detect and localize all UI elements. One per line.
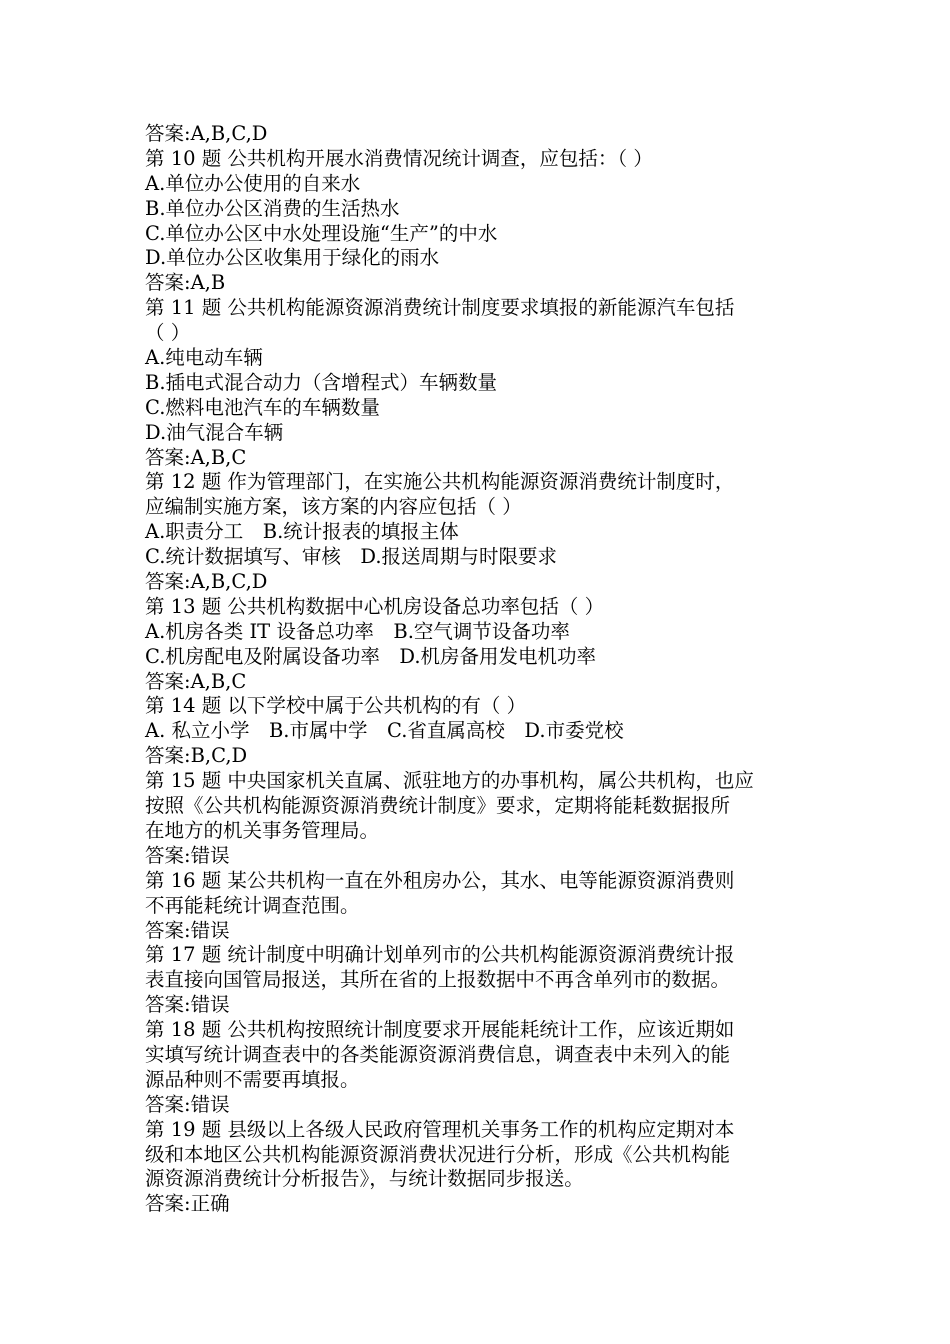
option-line: A.纯电动车辆 (145, 346, 263, 370)
option-line: B.插电式混合动力（含增程式）车辆数量 (145, 370, 498, 394)
option-line: A.单位办公使用的自来水 (145, 171, 361, 195)
option-line: C.单位办公区中水处理设施“生产”的中水 (145, 221, 498, 245)
option-line: D.油气混合车辆 (145, 420, 284, 444)
question-18-line: 实填写统计调查表中的各类能源资源消费信息，调查表中未列入的能 (145, 1042, 731, 1066)
answer-line: 答案:A,B,C,D (145, 122, 268, 145)
option-line: A.职责分工 B.统计报表的填报主体 (145, 520, 459, 544)
question-10-line: 第 10 题 公共机构开展水消费情况统计调查，应包括：（ ） (145, 146, 653, 170)
answer-line: 答案:错误 (145, 993, 230, 1017)
question-11-line: 第 11 题 公共机构能源资源消费统计制度要求填报的新能源汽车包括 (145, 296, 735, 320)
option-line: B.单位办公区消费的生活热水 (145, 196, 400, 220)
question-17-line: 表直接向国管局报送，其所在省的上报数据中不再含单列市的数据。 (145, 968, 731, 992)
option-line: A.机房各类 IT 设备总功率 B.空气调节设备功率 (145, 619, 570, 643)
answer-line: 答案:A,B,C,D (145, 570, 268, 594)
option-line: C.燃料电池汽车的车辆数量 (145, 395, 380, 419)
question-14-line: 第 14 题 以下学校中属于公共机构的有（ ） (145, 694, 527, 718)
question-16-line: 不再能耗统计调查范围。 (145, 893, 360, 917)
answer-line: 答案:B,C,D (145, 744, 248, 768)
question-19-line: 源资源消费统计分析报告》，与统计数据同步报送。 (145, 1167, 584, 1191)
option-line: D.单位办公区收集用于绿化的雨水 (145, 246, 440, 270)
question-19-line: 级和本地区公共机构能源资源消费状况进行分析，形成《公共机构能 (145, 1142, 731, 1166)
question-15-line: 按照《公共机构能源资源消费统计制度》要求，定期将能耗数据报所 (145, 794, 731, 818)
answer-line: 答案:A,B,C (145, 445, 247, 469)
option-line: C.统计数据填写、审核 D.报送周期与时限要求 (145, 545, 558, 569)
answer-line: 答案:正确 (145, 1192, 230, 1216)
question-12-line: 第 12 题 作为管理部门，在实施公共机构能源资源消费统计制度时， (145, 470, 735, 494)
question-18-line: 第 18 题 公共机构按照统计制度要求开展能耗统计工作，应该近期如 (145, 1018, 735, 1042)
option-line: A. 私立小学 B.市属中学 C.省直属高校 D.市委党校 (145, 719, 624, 743)
answer-line: 答案:A,B,C (145, 669, 247, 693)
question-15-line: 在地方的机关事务管理局。 (145, 818, 380, 842)
question-18-line: 源品种则不需要再填报。 (145, 1067, 360, 1091)
question-19-line: 第 19 题 县级以上各级人民政府管理机关事务工作的机构应定期对本 (145, 1117, 735, 1141)
document-body (145, 122, 815, 1217)
question-16-line: 第 16 题 某公共机构一直在外租房办公，其水、电等能源资源消费则 (145, 868, 735, 892)
question-15-line: 第 15 题 中央国家机关直属、派驻地方的办事机构，属公共机构，也应 (145, 769, 754, 793)
question-11-line: （ ） (145, 321, 191, 345)
answer-line: 答案:错误 (145, 1092, 230, 1116)
question-12-line: 应编制实施方案，该方案的内容应包括（ ） (145, 495, 522, 519)
option-line: C.机房配电及附属设备功率 D.机房备用发电机功率 (145, 644, 597, 668)
question-13-line: 第 13 题 公共机构数据中心机房设备总功率包括（ ） (145, 594, 605, 618)
answer-line: 答案:A,B (145, 271, 226, 295)
answer-line: 答案:错误 (145, 843, 230, 867)
question-17-line: 第 17 题 统计制度中明确计划单列市的公共机构能源资源消费统计报 (145, 943, 735, 967)
answer-line: 答案:错误 (145, 918, 230, 942)
